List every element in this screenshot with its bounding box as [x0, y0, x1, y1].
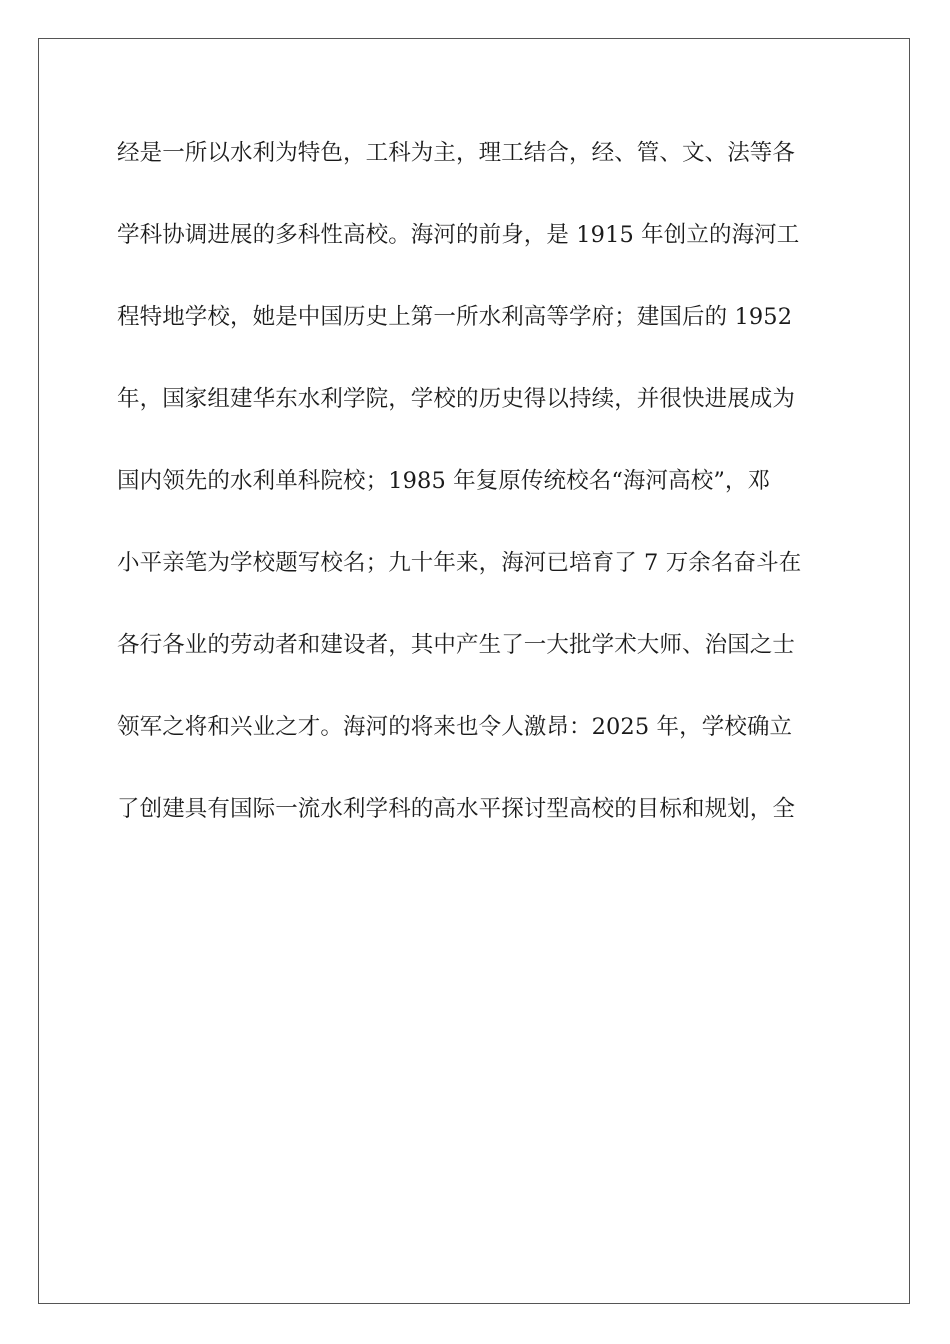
- text-line-3: 程特地学校，她是中国历史上第一所水利高等学府；建国后的 1952: [117, 304, 793, 330]
- document-body: [117, 128, 837, 866]
- text-line-4: 年，国家组建华东水利学院，学校的历史得以持续，并很快进展成为: [117, 386, 796, 412]
- text-line-7: 各行各业的劳动者和建设者，其中产生了一大批学术大师、治国之士: [117, 632, 796, 658]
- text-line-9: 了创建具有国际一流水利学科的高水平探讨型高校的目标和规划，全: [117, 796, 796, 822]
- text-line-5: 国内领先的水利单科院校；1985 年复原传统校名“海河高校”，邓: [117, 468, 771, 494]
- text-line-6: 小平亲笔为学校题写校名；九十年来，海河已培育了 7 万余名奋斗在: [117, 550, 802, 576]
- text-line-2: 学科协调进展的多科性高校。海河的前身，是 1915 年创立的海河工: [117, 222, 800, 248]
- text-line-8: 领军之将和兴业之才。海河的将来也令人激昂：2025 年，学校确立: [117, 714, 793, 740]
- text-line-1: 经是一所以水利为特色，工科为主，理工结合，经、管、文、法等各: [117, 140, 796, 166]
